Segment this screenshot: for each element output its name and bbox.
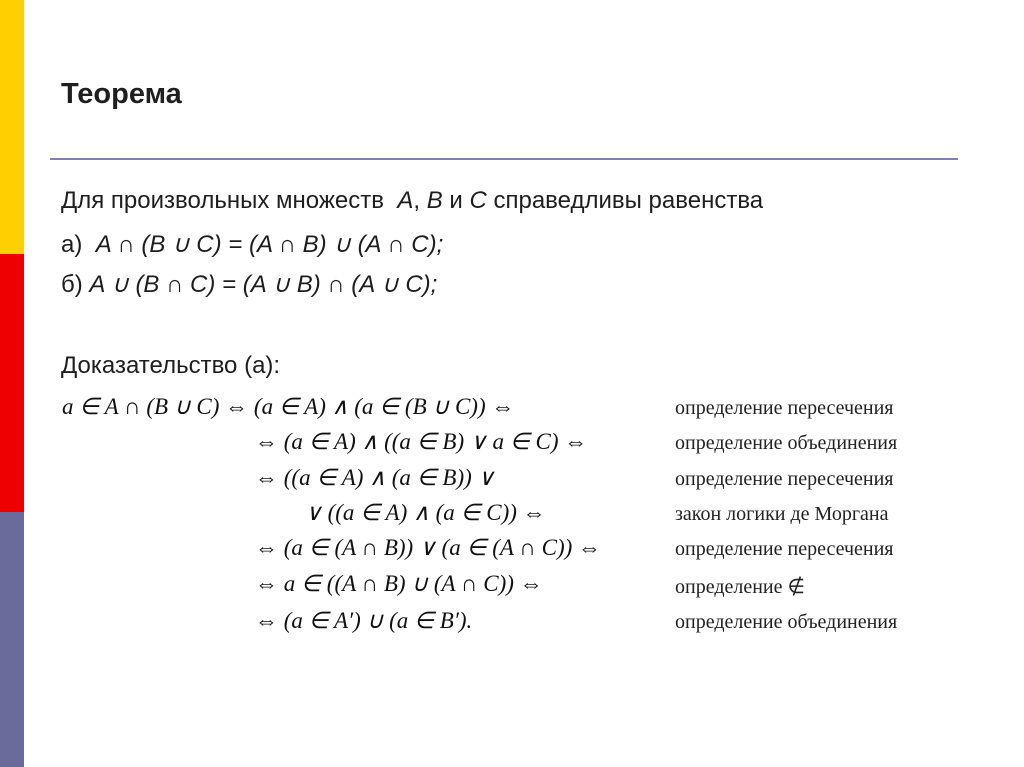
proof-step-reason: определение пересечения <box>675 538 894 560</box>
equality-a-formula: A ∩ (B ∪ C) = (A ∩ B) ∪ (A ∩ C); <box>95 231 444 258</box>
equality-b-formula: A ∪ (B ∩ C) = (A ∪ B) ∩ (A ∪ C); <box>89 271 438 298</box>
statement-comma: , <box>413 187 421 214</box>
set-c: C <box>469 187 487 214</box>
statement-prefix: Для произвольных множеств <box>61 187 384 214</box>
set-b: B <box>426 187 443 214</box>
slide-title: Теорема <box>61 78 182 110</box>
proof-step-formula: ∨ ((a ∈ A) ∧ (a ∈ C)) ⇔ <box>305 500 546 525</box>
proof-heading: Доказательство (а): <box>61 352 281 379</box>
equality-a <box>61 230 443 259</box>
statement-and: и <box>449 187 463 214</box>
accent-bar-slate <box>0 512 24 767</box>
theorem-statement <box>61 187 763 215</box>
accent-bar-red <box>0 254 24 512</box>
title-divider <box>50 158 958 160</box>
proof-step-formula: ⇔ (a ∈ A′) ∪ (a ∈ B′). <box>255 608 473 633</box>
proof-step-reason: определение объединения <box>675 611 898 633</box>
proof-step-formula: a ∈ A ∩ (B ∪ C) ⇔ (a ∈ A) ∧ (a ∈ (B ∪ C)) ⇔ <box>62 394 515 419</box>
proof-step-formula: ⇔ a ∈ ((A ∩ B) ∪ (A ∩ C)) ⇔ <box>255 571 543 596</box>
proof-step-formula: ⇔ ((a ∈ A) ∧ (a ∈ B)) ∨ <box>255 465 495 490</box>
set-a: A <box>397 187 414 214</box>
statement-suffix: справедливы равенства <box>493 187 764 214</box>
proof-step-formula: ⇔ (a ∈ (A ∩ B)) ∨ (a ∈ (A ∩ C)) ⇔ <box>255 535 602 560</box>
proof-step-reason: закон логики де Моргана <box>675 503 889 525</box>
equality-b-label: б) <box>61 271 83 298</box>
proof-step-reason: определение ∉ <box>675 576 805 598</box>
equality-b <box>61 270 437 299</box>
accent-bar-yellow <box>0 0 24 254</box>
equality-a-label: а) <box>61 231 83 258</box>
proof-step-reason: определение пересечения <box>675 397 894 419</box>
proof-step-reason: определение пересечения <box>675 468 894 490</box>
proof-step-reason: определение объединения <box>675 432 898 454</box>
proof-step-formula: ⇔ (a ∈ A) ∧ ((a ∈ B) ∨ a ∈ C) ⇔ <box>255 429 588 454</box>
